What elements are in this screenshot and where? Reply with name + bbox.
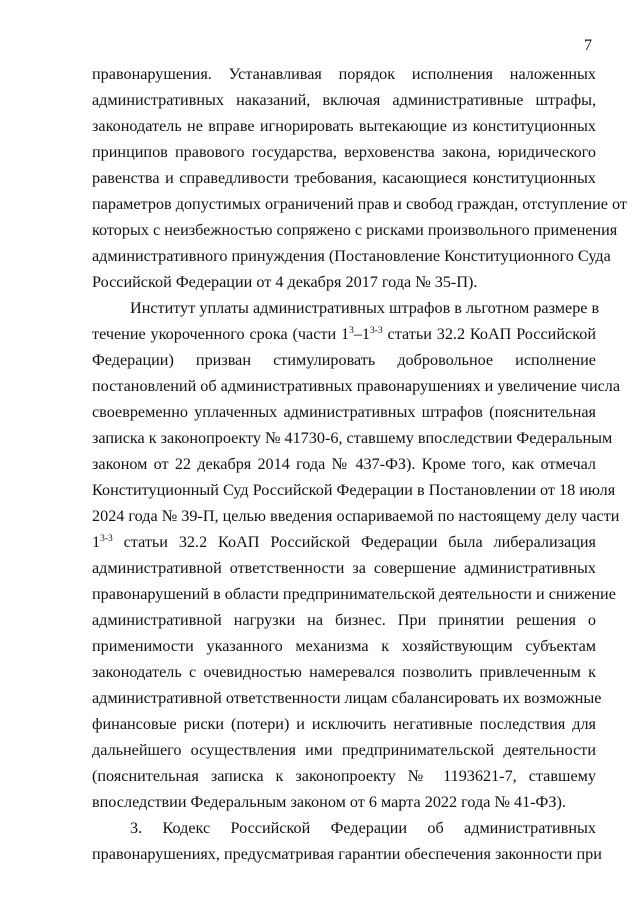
text-line: постановлений об административных правонарушениях и увеличение числа — [92, 377, 621, 395]
text-line: административного принуждения (Постановление Конституционного Суда — [92, 247, 611, 265]
page-number: 7 — [584, 37, 592, 54]
text-line: законом от 22 декабря 2014 года № 437-ФЗ). Кроме того, как отмечал — [92, 455, 596, 473]
line-text: –1 — [353, 325, 371, 343]
text-line: Институт уплаты административных штрафов в льготном размере в — [130, 299, 600, 317]
superscript: 3-3 — [370, 326, 383, 336]
text-line: применимости указанного механизма к хозяйствующим субъектам — [92, 637, 596, 655]
text-line: Федерации) призван стимулировать добровольное исполнение — [92, 351, 596, 369]
text-line: принципов правового государства, верховенства закона, юридического — [92, 143, 596, 161]
text-line: административной нагрузки на бизнес. При принятии решения о — [92, 611, 596, 629]
text-line: административной ответственности лицам сбалансировать их возможные — [92, 689, 602, 707]
text-line: Конституционный Суд Российской Федерации в Постановлении от 18 июля — [92, 481, 616, 499]
superscript: 3-3 — [100, 534, 113, 544]
text-line: правонарушениях, предусматривая гарантии обеспечения законности при — [92, 845, 602, 863]
text-line: записка к законопроекту № 41730-6, ставшему впоследствии Федеральным — [92, 429, 613, 447]
line-text: статьи 32.2 КоАП Российской Федерации была либерализация — [112, 533, 596, 551]
text-line: законодатель с очевидностью намеревался позволить привлеченным к — [92, 663, 596, 681]
text-line: 2024 года № 39-П, целью введения оспариваемой по настоящему делу части — [92, 507, 620, 525]
text-line: своевременно уплаченных административных штрафов (пояснительная — [92, 403, 596, 421]
text-line: финансовые риски (потери) и исключить негативные последствия для — [92, 715, 596, 733]
text-line: дальнейшего осуществления ими предпринимательской деятельности — [92, 741, 596, 759]
text-line: Российской Федерации от 4 декабря 2017 года № 35-П). — [92, 273, 478, 291]
text-line: правонарушения. Устанавливая порядок исполнения наложенных — [92, 65, 596, 83]
text-line: равенства и справедливости требования, касающиеся конституционных — [92, 169, 596, 187]
text-line: административных наказаний, включая административные штрафы, — [92, 91, 596, 109]
line-text: статьи 32.2 КоАП Российской — [382, 325, 596, 343]
text-line: законодатель не вправе игнорировать вытекающие из конституционных — [92, 117, 596, 135]
text-line: параметров допустимых ограничений прав и свобод граждан, отступление от — [92, 195, 627, 213]
text-line: которых с неизбежностью сопряжено с рисками произвольного применения — [92, 221, 618, 239]
line-text: течение укороченного срока (части 1 — [92, 325, 350, 343]
line-text: 1 — [92, 533, 101, 551]
text-line: 3. Кодекс Российской Федерации об административных — [130, 819, 596, 837]
text-line-with-superscript — [92, 324, 596, 344]
text-line-with-superscript — [92, 532, 596, 552]
text-line: (пояснительная записка к законопроекту № 1193621-7, ставшему — [92, 767, 596, 785]
text-line: впоследствии Федеральным законом от 6 марта 2022 года № 41-ФЗ). — [92, 793, 566, 811]
text-line: административной ответственности за совершение административных — [92, 559, 596, 577]
superscript: 3 — [349, 326, 354, 336]
text-line: правонарушений в области предпринимательской деятельности и снижение — [92, 585, 616, 603]
